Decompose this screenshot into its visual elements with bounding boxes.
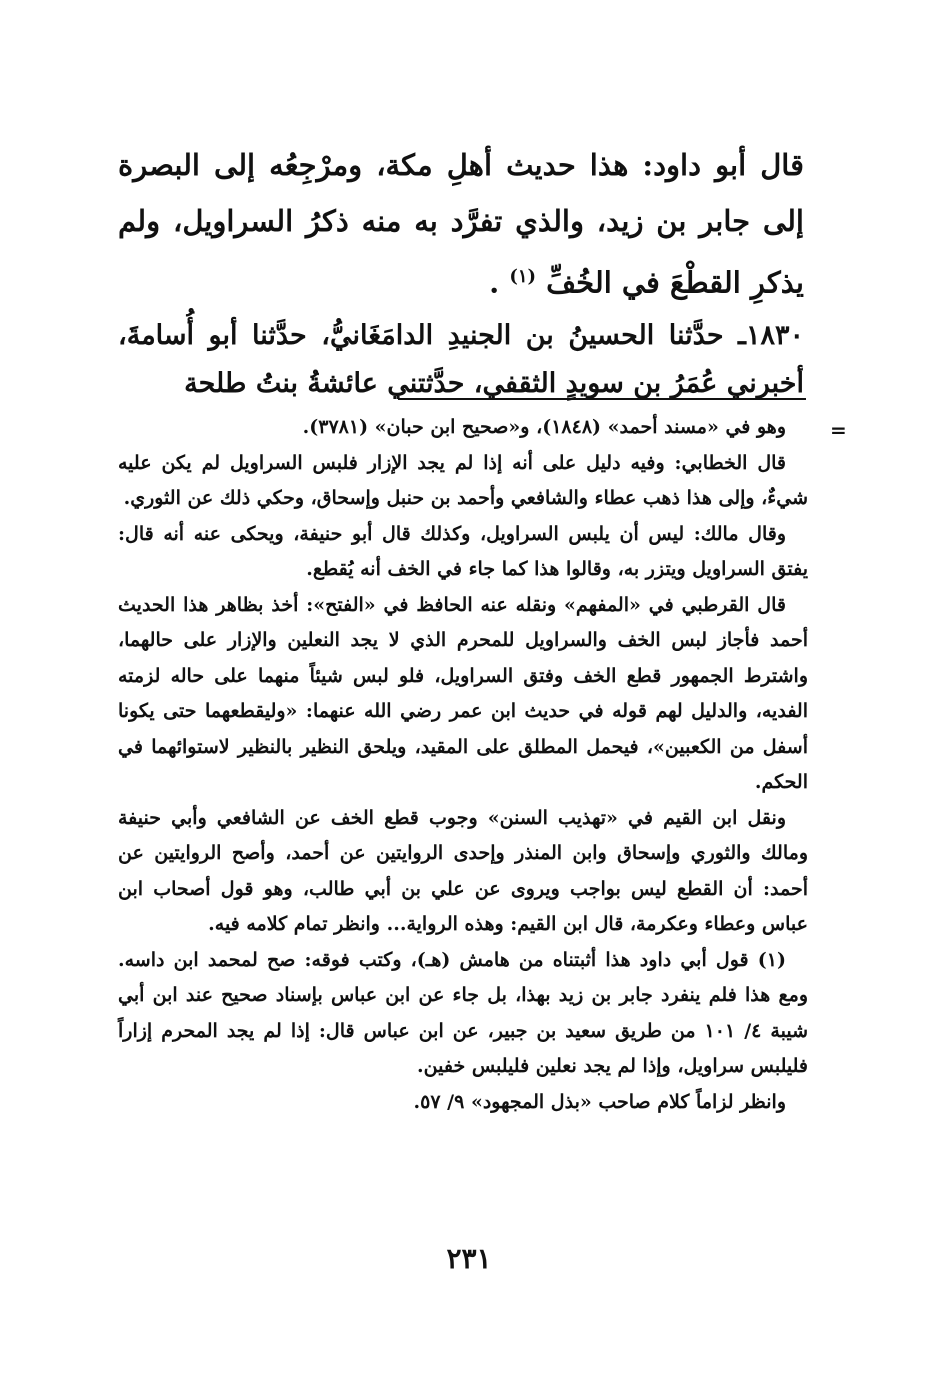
- footnote-line: قال الخطابي: وفيه دليل على أنه إذا لم يجد الإزار فلبس السراويل لم يكن عليه شيءٌ، وإلى هذا ذهب عطاء والشافعي وأحمد بن حنبل وإسحاق، وحكي ذلك عن الثوري.: [118, 451, 808, 509]
- footnote-line: وقال مالك: ليس أن يلبس السراويل، وكذلك قال أبو حنيفة، ويحكى عنه أنه قال: يفتق السراويل ويتزر به، وقالوا هذا كما جاء في الخف أنه يُقطع.: [118, 522, 808, 580]
- footnotes-block: [118, 410, 808, 1120]
- footnote-1: (١) قول أبي داود هذا أثبتناه من هامش (هـ)، وكتب فوقه: صح لمحمد ابن داسه. ومع هذا فلم ينفرد جابر بن زيد بهذا، بل جاء عن ابن عباس بإسناد صحيح عند ابن أبي شيبة ٤/ ١٠١ من طريق سعيد بن جبير، عن ابن عباس قال: إذا لم يجد المحرم إزاراً فليلبس سراويل، وإذا لم يجد نعلين فليلبس خفين.: [118, 948, 808, 1077]
- footnote-line: وهو في «مسند أحمد» (١٨٤٨)، و«صحيح ابن حبان» (٣٧٨١).: [302, 416, 786, 438]
- hadith-1830-paragraph: ١٨٣٠ـ حدَّثنا الحسينُ بن الجنيدِ الدامَغَانيُّ، حدَّثنا أبو أُسامةَ، أخبرني عُمَرُ بن سويدٍ الثقفي، حدَّثتني عائشةُ بنتُ طلحة: [118, 320, 804, 399]
- footnote-continuation-marker: =: [830, 418, 847, 442]
- main-paragraph-1-end: .: [489, 265, 500, 300]
- page-number: ٢٣١: [446, 1242, 492, 1275]
- main-paragraph-1: [118, 137, 804, 311]
- main-paragraph-1-text: قال أبو داود: هذا حديث أهلِ مكة، ومرْجِعُه إلى البصرة إلى جابر بن زيد، والذي تفرَّد به منه ذكرُ السراويل، ولم يذكرِ القطْعَ في الخُفِّ: [118, 148, 804, 300]
- footnote-line: وانظر لزاماً كلام صاحب «بذل المجهود» ٩/ ٥٧.: [413, 1090, 786, 1113]
- footnote-reference: (١): [509, 266, 537, 287]
- footnote-separator: [398, 398, 806, 400]
- footnote-line: قال القرطبي في «المفهم» ونقله عنه الحافظ في «الفتح»: أخذ بظاهر هذا الحديث أحمد فأجاز لبس الخف والسراويل للمحرم الذي لا يجد النعلين والإزار على حالهما، واشترط الجمهور قطع الخف وفتق السراويل، فلو لبس شيئاً منهما على حاله لزمته الفديه، والدليل لهم قوله في حديث ابن عمر رضي الله عنهما: «وليقطعهما حتى يكونا أسفل من الكعبين»، فيحمل المطلق على المقيد، ويلحق النظير بالنظير لاستوائهما في الحكم.: [118, 593, 808, 793]
- footnote-line: ونقل ابن القيم في «تهذيب السنن» وجوب قطع الخف عن الشافعي وأبي حنيفة ومالك والثوري وإسحاق وابن المنذر وإحدى الروايتين عن أحمد، وأصح الروايتين عن أحمد: أن القطع ليس بواجب ويروى عن علي بن أبي طالب، وهو قول أصحاب ابن عباس وعطاء وعكرمة، قال ابن القيم: وهذه الرواية... وانظر تمام كلامه فيه.: [118, 806, 808, 935]
